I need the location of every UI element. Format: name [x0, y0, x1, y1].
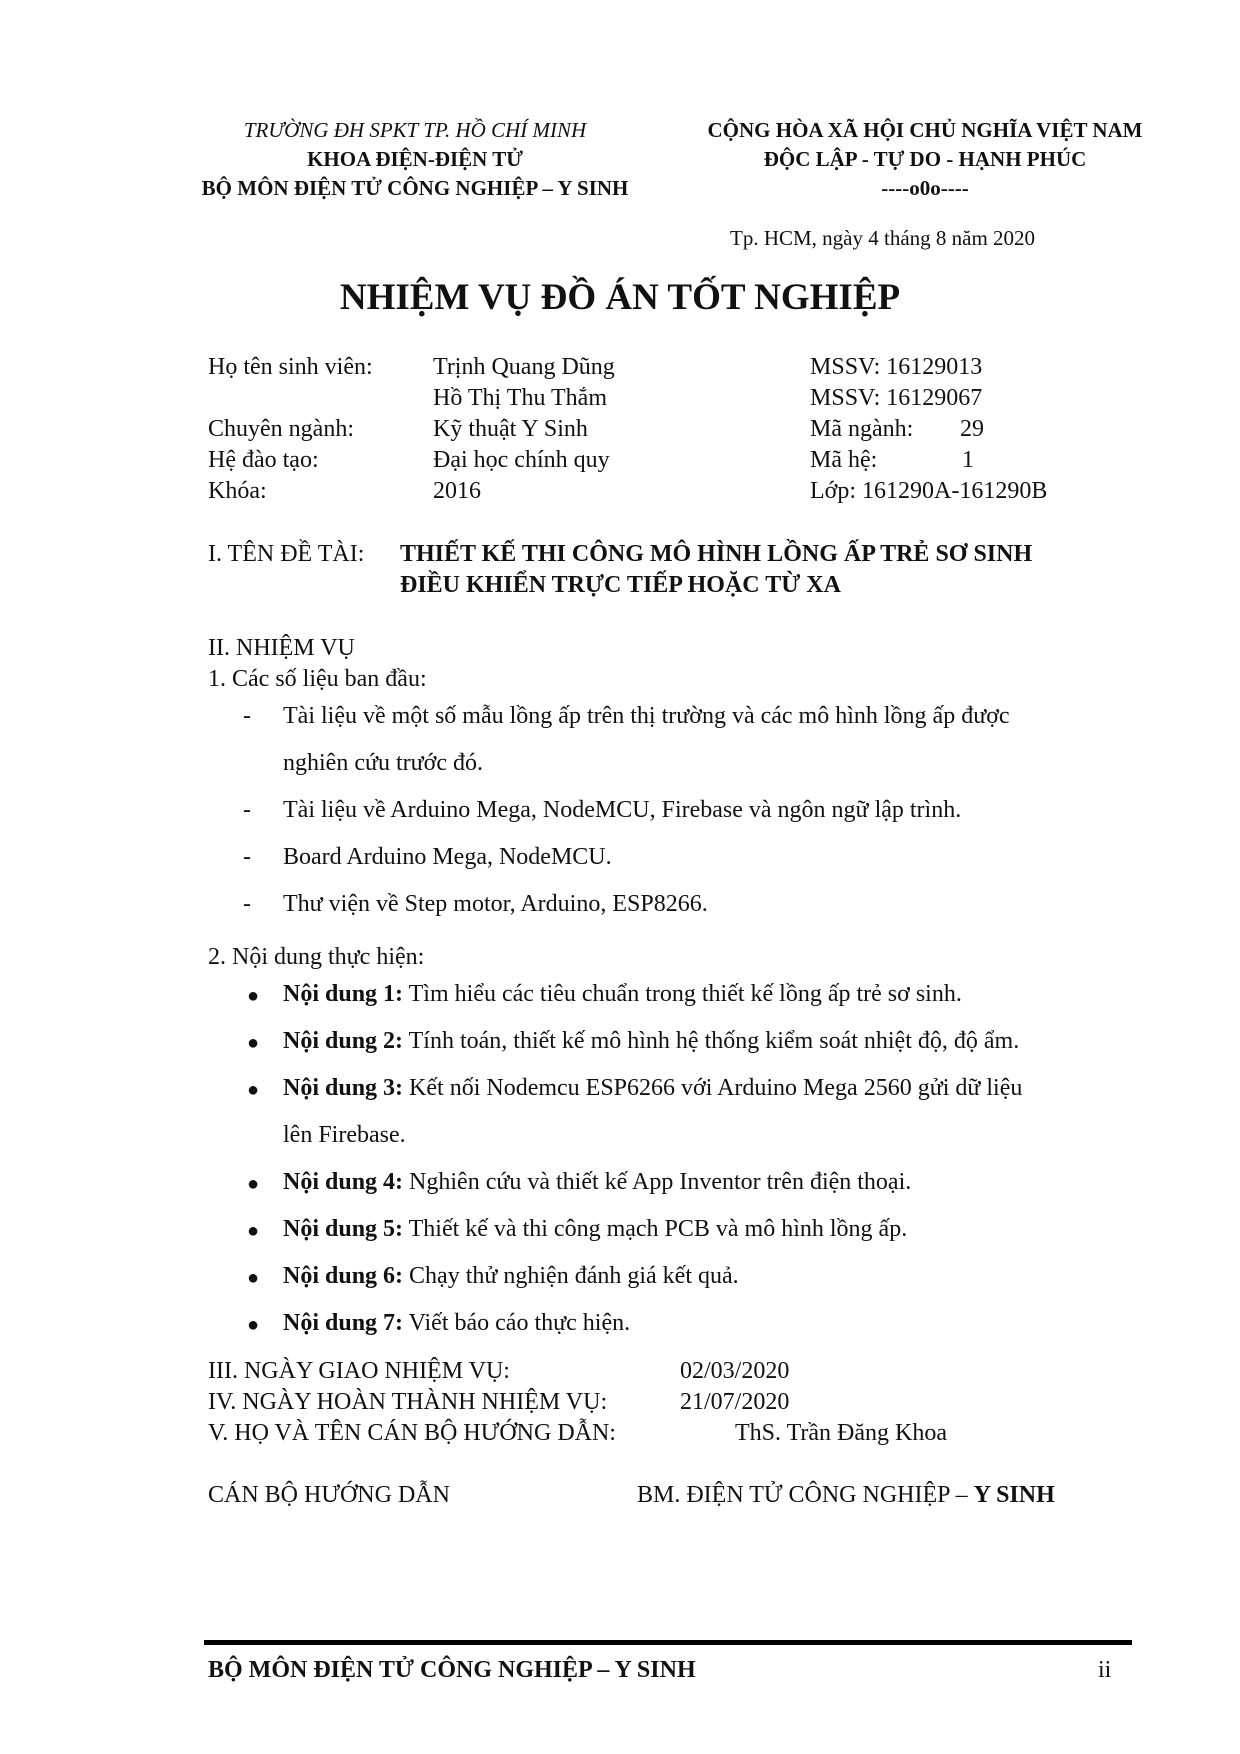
list-item-dash: - — [243, 891, 251, 917]
topic-line-2: ĐIỀU KHIỂN TRỰC TIẾP HOẶC TỪ XA — [400, 572, 841, 598]
content-item-label: Nội dung 5: — [283, 1216, 404, 1242]
country-name: CỘNG HÒA XÃ HỘI CHỦ NGHĨA VIỆT NAM — [707, 118, 1143, 142]
student1-id: MSSV: 16129013 — [810, 354, 983, 380]
student1-name: Trịnh Quang Dũng — [433, 354, 615, 380]
major-code-label: Mã ngành: — [810, 416, 914, 442]
list-item-dash: - — [243, 797, 251, 823]
list-item — [283, 981, 962, 1008]
page-number: ii — [1098, 1657, 1112, 1683]
university-name: TRƯỜNG ĐH SPKT TP. HỒ CHÍ MINH — [243, 118, 587, 142]
student-label: Họ tên sinh viên: — [208, 354, 373, 380]
student2-id: MSSV: 16129067 — [810, 385, 983, 411]
major-value: Kỹ thuật Y Sinh — [433, 416, 588, 442]
program-label: Hệ đào tạo: — [208, 447, 319, 473]
complete-date-label: IV. NGÀY HOÀN THÀNH NHIỆM VỤ: — [208, 1389, 608, 1415]
complete-date-value: 21/07/2020 — [680, 1389, 790, 1415]
bullet-icon: ● — [247, 985, 260, 1007]
signature-department-prefix: BM. ĐIỆN TỬ CÔNG NGHIỆP – — [637, 1482, 974, 1508]
content-item-text: Tính toán, thiết kế mô hình hệ thống kiểm soát nhiệt độ, độ ẩm. — [408, 1028, 1020, 1054]
signature-advisor: CÁN BỘ HƯỚNG DẪN — [208, 1482, 450, 1508]
list-item: Tài liệu về Arduino Mega, NodeMCU, Firebase và ngôn ngữ lập trình. — [283, 797, 962, 823]
bullet-icon: ● — [247, 1032, 260, 1054]
topic-line-1: THIẾT KẾ THI CÔNG MÔ HÌNH LỒNG ẤP TRẺ SƠ SINH — [400, 541, 1033, 567]
date-line: Tp. HCM, ngày 4 tháng 8 năm 2020 — [730, 226, 1036, 250]
content-heading: 2. Nội dung thực hiện: — [208, 944, 425, 970]
advisor-label: V. HỌ VÀ TÊN CÁN BỘ HƯỚNG DẪN: — [208, 1420, 616, 1446]
major-code-value: 29 — [960, 416, 984, 442]
assign-date-label: III. NGÀY GIAO NHIỆM VỤ: — [208, 1358, 510, 1384]
list-item — [283, 1310, 630, 1337]
program-value: Đại học chính quy — [433, 447, 610, 473]
content-item-text: Kết nối Nodemcu ESP6266 với Arduino Mega 2560 gửi dữ liệu — [409, 1075, 1023, 1101]
content-item-text: Nghiên cứu và thiết kế App Inventor trên điện thoại. — [409, 1169, 912, 1195]
initial-data-heading: 1. Các số liệu ban đầu: — [208, 666, 427, 692]
major-label: Chuyên ngành: — [208, 416, 354, 442]
bullet-icon: ● — [247, 1267, 260, 1289]
list-item-dash: - — [243, 703, 251, 729]
content-item-label: Nội dung 7: — [283, 1310, 404, 1336]
list-item — [283, 1263, 739, 1290]
content-item-label: Nội dung 4: — [283, 1169, 404, 1195]
list-item: Tài liệu về một số mẫu lồng ấp trên thị trường và các mô hình lồng ấp được — [283, 703, 1010, 729]
content-item-text: Tìm hiểu các tiêu chuẩn trong thiết kế lồng ấp trẻ sơ sinh. — [408, 981, 962, 1007]
bullet-icon: ● — [247, 1220, 260, 1242]
bullet-icon: ● — [247, 1079, 260, 1101]
tasks-heading: II. NHIỆM VỤ — [208, 635, 355, 661]
content-item-text: Viết báo cáo thực hiện. — [408, 1310, 631, 1336]
motto: ĐỘC LẬP - TỰ DO - HẠNH PHÚC — [763, 147, 1087, 171]
list-item — [283, 1028, 1019, 1055]
footer-department: BỘ MÔN ĐIỆN TỬ CÔNG NGHIỆP – Y SINH — [208, 1657, 696, 1683]
list-item: Thư viện về Step motor, Arduino, ESP8266. — [283, 891, 708, 917]
advisor-name: ThS. Trần Đăng Khoa — [735, 1420, 948, 1446]
assign-date-value: 02/03/2020 — [680, 1358, 790, 1384]
topic-label: I. TÊN ĐỀ TÀI: — [208, 541, 365, 567]
student2-name: Hồ Thị Thu Thắm — [433, 385, 607, 411]
content-item-label: Nội dung 6: — [283, 1263, 404, 1289]
program-code-label: Mã hệ: — [810, 447, 878, 473]
list-item — [283, 1169, 911, 1196]
program-code-value: 1 — [962, 447, 974, 473]
content-item-text: Chạy thử nghiện đánh giá kết quả. — [409, 1263, 739, 1289]
list-item: Board Arduino Mega, NodeMCU. — [283, 844, 612, 870]
list-item — [283, 1216, 907, 1243]
content-item-label: Nội dung 1: — [283, 981, 404, 1007]
footer-rule — [204, 1640, 1132, 1645]
faculty-name: KHOA ĐIỆN-ĐIỆN TỬ — [307, 147, 523, 171]
signature-department — [637, 1482, 1055, 1509]
cohort-label: Khóa: — [208, 478, 267, 504]
cohort-value: 2016 — [433, 478, 481, 504]
signature-department-suffix: Y SINH — [973, 1482, 1055, 1508]
bullet-icon: ● — [247, 1173, 260, 1195]
list-item — [283, 1075, 1022, 1102]
class-value: Lớp: 161290A-161290B — [810, 478, 1048, 504]
list-item-continuation: nghiên cứu trước đó. — [283, 750, 483, 776]
bullet-icon: ● — [247, 1314, 260, 1336]
page-title: NHIỆM VỤ ĐỒ ÁN TỐT NGHIỆP — [339, 277, 901, 318]
header-separator: ----o0o---- — [881, 176, 969, 200]
department-name: BỘ MÔN ĐIỆN TỬ CÔNG NGHIỆP – Y SINH — [201, 176, 629, 200]
content-item-label: Nội dung 3: — [283, 1075, 404, 1101]
list-item-continuation: lên Firebase. — [283, 1122, 406, 1148]
list-item-dash: - — [243, 844, 251, 870]
content-item-label: Nội dung 2: — [283, 1028, 404, 1054]
content-item-text: Thiết kế và thi công mạch PCB và mô hình lồng ấp. — [408, 1216, 908, 1242]
